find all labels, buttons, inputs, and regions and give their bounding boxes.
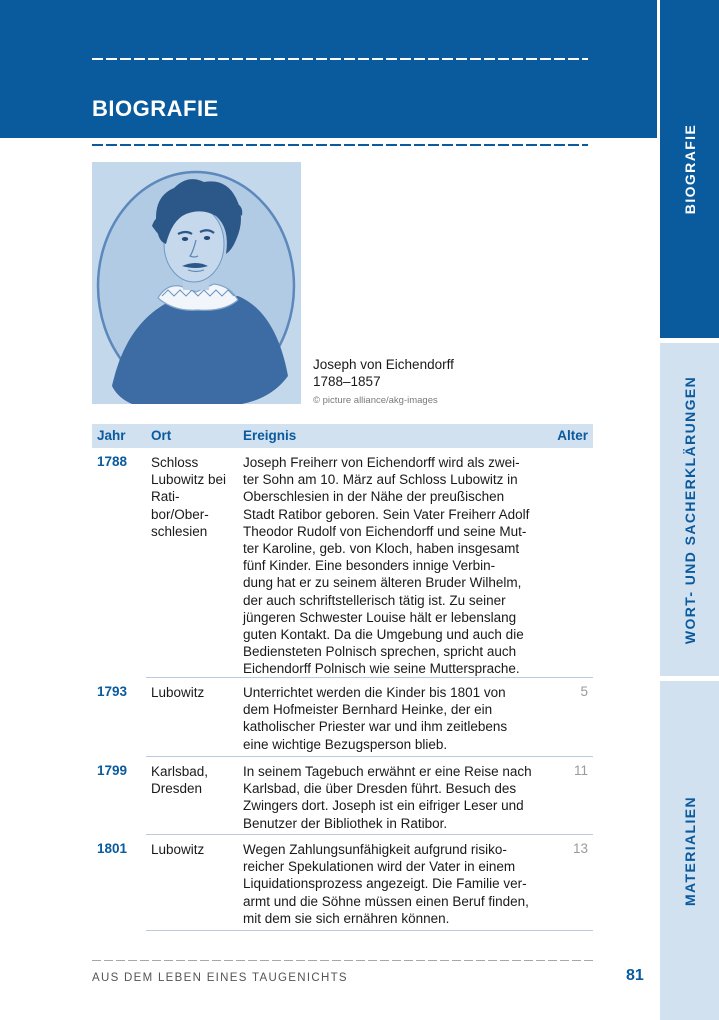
- row-year: 1801: [97, 841, 128, 856]
- row-event: Wegen Zahlungsunfähigkeit aufgrund risiko- reicher Spekulationen wird der Vater in einem Liquidationsprozess angezeigt. Die Familie ver- armt und die Söhne müssen einen Beruf finden, mit dem sie sich ernähren können.: [243, 842, 529, 926]
- table-row: [92, 835, 593, 931]
- column-header-age: Alter: [557, 428, 588, 443]
- footer-dashed-rule: [92, 960, 593, 961]
- row-year: 1799: [97, 763, 128, 778]
- row-place: Karlsbad, Dresden: [151, 764, 209, 797]
- side-tab-biografie-label: BIOGRAFIE: [681, 123, 698, 215]
- row-age: 13: [572, 841, 588, 856]
- table-row: [92, 678, 593, 757]
- row-year: 1793: [97, 684, 128, 699]
- image-credit: © picture alliance/akg-images: [313, 395, 438, 406]
- portrait-engraving-icon: [92, 162, 301, 404]
- side-tab-biografie[interactable]: [660, 0, 719, 338]
- title-dashed-rule: [92, 144, 588, 146]
- row-age: 5: [580, 684, 588, 699]
- row-age: 11: [573, 763, 588, 778]
- side-tab-materialien-label: MATERIALIEN: [681, 795, 698, 906]
- side-tab-wort-und-sacherklaerungen[interactable]: [660, 343, 719, 676]
- header-dashed-rule: [92, 58, 588, 60]
- column-header-event: Ereignis: [243, 428, 297, 443]
- footer-book-title: AUS DEM LEBEN EINES TAUGENICHTS: [92, 972, 348, 984]
- table-row: [92, 448, 593, 678]
- page-number: 81: [626, 967, 644, 984]
- row-place: Lubowitz: [151, 685, 205, 700]
- row-place: Schloss Lubowitz bei Rati-bor/Ober-schlesien: [151, 455, 227, 539]
- column-header-place: Ort: [151, 428, 172, 443]
- chapter-title: BIOGRAFIE: [92, 96, 219, 121]
- portrait-caption-name: Joseph von Eichendorff: [313, 357, 454, 372]
- table-row: [92, 757, 593, 835]
- portrait-caption-years: 1788–1857: [313, 374, 381, 389]
- header-band: [0, 0, 657, 138]
- row-event: Unterrichtet werden die Kinder bis 1801 von dem Hofmeister Bernhard Heinke, der ein katholischer Priester war und ihm zeitlebens eine wichtige Bezugsperson blieb.: [243, 685, 508, 752]
- side-tab-wort-und-sacherklaerungen-label: WORT- UND SACHERKLÄRUNGEN: [681, 375, 698, 644]
- column-header-year: Jahr: [97, 428, 126, 443]
- biography-table: [92, 424, 593, 931]
- row-event: Joseph Freiherr von Eichendorff wird als zwei- ter Sohn am 10. März auf Schloss Lubowitz in Oberschlesien in der Nähe der preußischen Stadt Ratibor geboren. Sein Vater Freiherr Adolf Theodor Rudolf von Eichendorff und seine Mut- ter Karoline, geb. von Kloch, haben insgesamt fünf Kinder. Eine besonders innige Verbin- dung hat er zu seinem älteren Bruder Wilhelm, der auch schriftstellerisch tätig ist. Zu seiner jüngeren Schwester Louise hält er lebenslang guten Kontakt. Da die Umgebung und auch die Bediensteten Polnisch sprechen, spricht auch Eichendorff Polnisch wie seine Muttersprache.: [243, 455, 530, 677]
- side-tab-materialien[interactable]: [660, 681, 719, 1020]
- row-place: Lubowitz: [151, 842, 205, 857]
- row-year: 1788: [97, 454, 128, 469]
- portrait-image: [92, 162, 301, 404]
- table-header: [92, 424, 593, 448]
- row-event: In seinem Tagebuch erwähnt er eine Reise nach Karlsbad, die über Dresden führt. Besuch des Zwingers dort. Joseph ist ein eifriger Leser und Benutzer der Bibliothek in Ratibor.: [243, 764, 532, 831]
